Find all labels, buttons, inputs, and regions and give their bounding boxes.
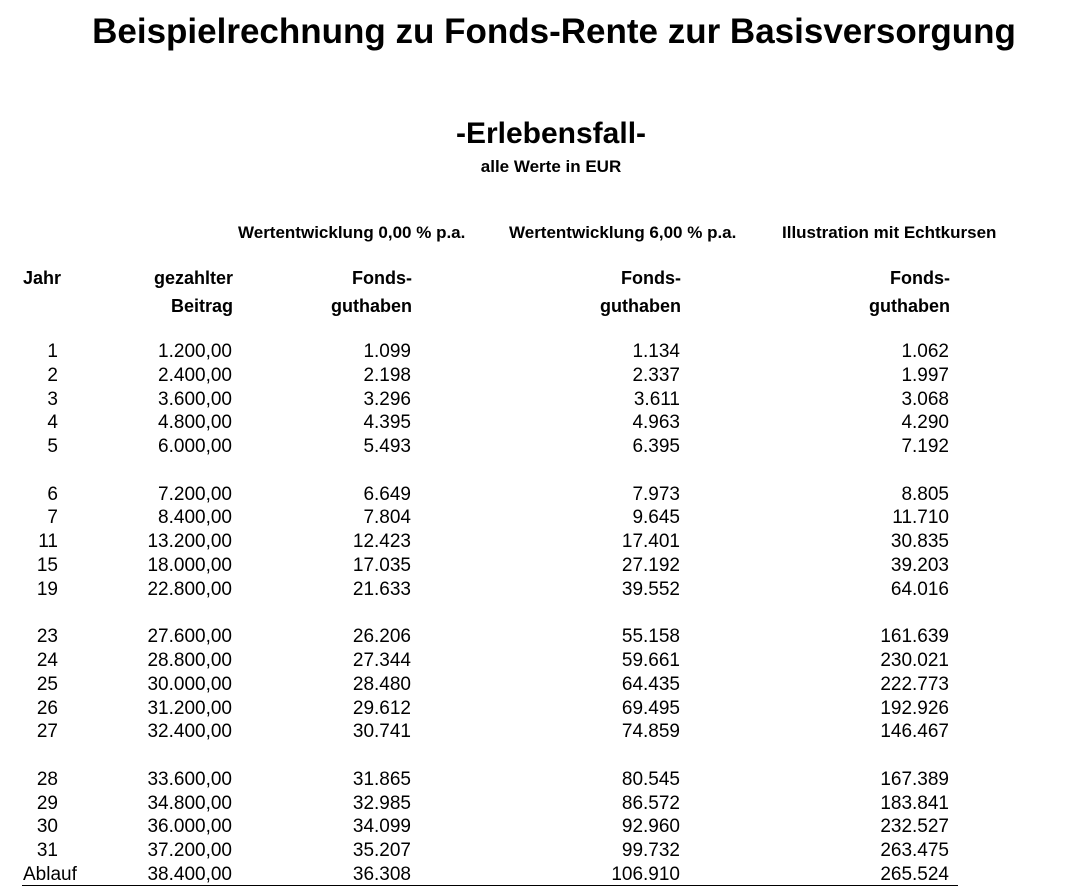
scenario-label-echtkurse: Illustration mit Echtkursen [782, 223, 997, 242]
cell-gezahlter-beitrag: 33.600,00 [147, 768, 232, 790]
column-header-fonds-echtkurse [869, 264, 950, 320]
cell-fondsguthaben-echtkurse: 232.527 [880, 816, 949, 838]
cell-fondsguthaben-echtkurse: 39.203 [890, 554, 949, 576]
cell-jahr: 2 [47, 364, 58, 386]
cell-fondsguthaben-echtkurse: 8.805 [901, 483, 949, 505]
cell-fondsguthaben-6-percent: 27.192 [621, 554, 680, 576]
cell-gezahlter-beitrag: 3.600,00 [158, 388, 232, 410]
cell-jahr: Ablauf [23, 863, 77, 885]
cell-fondsguthaben-echtkurse: 4.290 [901, 412, 949, 434]
table-row [0, 720, 1086, 744]
column-header-beitrag-line1: gezahlter [153, 268, 233, 288]
cell-fondsguthaben-6-percent: 64.435 [621, 673, 680, 695]
cell-gezahlter-beitrag: 7.200,00 [158, 483, 232, 505]
cell-jahr: 28 [36, 768, 58, 790]
cell-jahr: 11 [38, 531, 58, 553]
column-header-fonds-6-percent-line2: guthaben [600, 296, 681, 316]
table-row [0, 792, 1086, 816]
column-header-jahr [23, 264, 61, 292]
cell-fondsguthaben-echtkurse: 1.997 [901, 364, 949, 386]
cell-fondsguthaben-6-percent: 3.611 [633, 388, 680, 410]
table-row [0, 863, 1086, 887]
cell-fondsguthaben-6-percent: 92.960 [621, 816, 680, 838]
scenario-label-0-percent: Wertentwicklung 0,00 % p.a. [238, 223, 466, 242]
cell-gezahlter-beitrag: 6.000,00 [158, 436, 232, 458]
cell-gezahlter-beitrag: 13.200,00 [147, 531, 232, 553]
cell-fondsguthaben-echtkurse: 7.192 [901, 436, 949, 458]
cell-jahr: 15 [36, 554, 58, 576]
cell-fondsguthaben-0-percent: 5.493 [363, 436, 411, 458]
cell-fondsguthaben-0-percent: 36.308 [352, 863, 411, 885]
cell-jahr: 23 [36, 626, 58, 648]
cell-fondsguthaben-6-percent: 106.910 [611, 863, 680, 885]
table-row [0, 649, 1086, 673]
table-body [0, 340, 1086, 887]
cell-fondsguthaben-6-percent: 39.552 [621, 578, 680, 600]
column-header-fonds-6-percent [600, 264, 681, 320]
cell-fondsguthaben-0-percent: 27.344 [352, 649, 411, 671]
cell-gezahlter-beitrag: 28.800,00 [147, 649, 232, 671]
cell-fondsguthaben-0-percent: 4.395 [363, 412, 411, 434]
cell-gezahlter-beitrag: 30.000,00 [147, 673, 232, 695]
cell-jahr: 25 [36, 673, 58, 695]
cell-jahr: 1 [47, 341, 58, 362]
column-header-fonds-6-percent-line1: Fonds- [621, 268, 681, 288]
cell-fondsguthaben-echtkurse: 3.068 [901, 388, 949, 410]
cell-fondsguthaben-6-percent: 1.134 [632, 341, 680, 362]
cell-gezahlter-beitrag: 31.200,00 [147, 697, 232, 719]
cell-fondsguthaben-echtkurse: 192.926 [880, 697, 949, 719]
cell-fondsguthaben-0-percent: 6.649 [363, 483, 411, 505]
table-row [0, 578, 1086, 602]
cell-fondsguthaben-6-percent: 69.495 [621, 697, 680, 719]
cell-fondsguthaben-6-percent: 80.545 [621, 768, 680, 790]
cell-fondsguthaben-6-percent: 4.963 [632, 412, 680, 434]
cell-fondsguthaben-0-percent: 17.035 [352, 554, 411, 576]
cell-fondsguthaben-echtkurse: 222.773 [880, 673, 949, 695]
table-row [0, 530, 1086, 554]
cell-fondsguthaben-0-percent: 28.480 [352, 673, 411, 695]
document-subtitle: -Erlebensfall- [455, 117, 647, 150]
cell-fondsguthaben-echtkurse: 30.835 [890, 531, 949, 553]
cell-jahr: 6 [47, 483, 58, 505]
table-row [0, 364, 1086, 388]
column-header-beitrag-line2: Beitrag [170, 296, 233, 316]
column-header-jahr-label: Jahr [23, 268, 62, 288]
cell-gezahlter-beitrag: 37.200,00 [147, 840, 232, 862]
cell-gezahlter-beitrag: 18.000,00 [147, 554, 232, 576]
table-row [0, 411, 1086, 435]
cell-jahr: 31 [36, 840, 58, 862]
cell-gezahlter-beitrag: 4.800,00 [158, 412, 232, 434]
cell-gezahlter-beitrag: 38.400,00 [147, 863, 232, 885]
cell-fondsguthaben-6-percent: 86.572 [621, 792, 680, 814]
table-row [0, 768, 1086, 792]
cell-gezahlter-beitrag: 27.600,00 [147, 626, 232, 648]
table-row [0, 340, 1086, 364]
cell-fondsguthaben-0-percent: 35.207 [352, 840, 411, 862]
cell-fondsguthaben-6-percent: 99.732 [621, 840, 680, 862]
table-bottom-rule [22, 885, 958, 886]
cell-jahr: 3 [47, 388, 58, 410]
table-row [0, 673, 1086, 697]
cell-fondsguthaben-0-percent: 7.804 [363, 507, 411, 529]
cell-fondsguthaben-0-percent: 21.633 [352, 578, 411, 600]
cell-gezahlter-beitrag: 32.400,00 [147, 721, 232, 743]
column-header-fonds-echtkurse-line2: guthaben [869, 296, 950, 316]
cell-gezahlter-beitrag: 34.800,00 [147, 792, 232, 814]
cell-fondsguthaben-6-percent: 2.337 [632, 364, 680, 386]
cell-gezahlter-beitrag: 22.800,00 [147, 578, 232, 600]
cell-jahr: 4 [47, 412, 58, 434]
table-row [0, 506, 1086, 530]
table-row [0, 483, 1086, 507]
cell-jahr: 24 [36, 649, 58, 671]
cell-fondsguthaben-0-percent: 3.296 [363, 388, 411, 410]
cell-fondsguthaben-6-percent: 55.158 [621, 626, 680, 648]
cell-jahr: 7 [47, 507, 58, 529]
cell-gezahlter-beitrag: 8.400,00 [158, 507, 232, 529]
table-row [0, 554, 1086, 578]
cell-jahr: 26 [36, 697, 58, 719]
cell-fondsguthaben-6-percent: 17.401 [621, 531, 680, 553]
cell-fondsguthaben-0-percent: 2.198 [363, 364, 411, 386]
cell-fondsguthaben-echtkurse: 230.021 [880, 649, 949, 671]
cell-fondsguthaben-6-percent: 59.661 [621, 649, 680, 671]
table-row [0, 435, 1086, 459]
column-header-fonds-0-percent-line1: Fonds- [352, 268, 412, 288]
cell-fondsguthaben-echtkurse: 146.467 [880, 721, 949, 743]
cell-fondsguthaben-echtkurse: 1.062 [901, 341, 949, 362]
cell-fondsguthaben-0-percent: 30.741 [352, 721, 411, 743]
cell-fondsguthaben-0-percent: 12.423 [352, 531, 411, 553]
cell-fondsguthaben-echtkurse: 263.475 [880, 840, 949, 862]
table-row [0, 625, 1086, 649]
cell-fondsguthaben-0-percent: 29.612 [352, 697, 411, 719]
document-title: Beispielrechnung zu Fonds-Rente zur Basisversorgung [92, 12, 1016, 51]
cell-fondsguthaben-6-percent: 6.395 [632, 436, 680, 458]
cell-jahr: 19 [36, 578, 58, 600]
cell-fondsguthaben-6-percent: 9.645 [632, 507, 680, 529]
table-row [0, 697, 1086, 721]
cell-fondsguthaben-echtkurse: 64.016 [890, 578, 949, 600]
cell-fondsguthaben-echtkurse: 265.524 [880, 863, 949, 885]
cell-fondsguthaben-6-percent: 7.973 [632, 483, 680, 505]
column-header-fonds-echtkurse-line1: Fonds- [890, 268, 950, 288]
cell-gezahlter-beitrag: 1.200,00 [158, 341, 232, 362]
table-row [0, 839, 1086, 863]
cell-jahr: 5 [47, 436, 58, 458]
cell-jahr: 30 [36, 816, 58, 838]
cell-gezahlter-beitrag: 36.000,00 [147, 816, 232, 838]
cell-fondsguthaben-echtkurse: 161.639 [880, 626, 949, 648]
cell-fondsguthaben-6-percent: 74.859 [621, 721, 680, 743]
scenario-label-6-percent: Wertentwicklung 6,00 % p.a. [509, 223, 737, 242]
unit-note: alle Werte in EUR [480, 157, 622, 176]
cell-fondsguthaben-0-percent: 31.865 [352, 768, 411, 790]
table-row [0, 815, 1086, 839]
cell-jahr: 29 [36, 792, 58, 814]
cell-fondsguthaben-echtkurse: 183.841 [880, 792, 949, 814]
cell-fondsguthaben-echtkurse: 11.710 [892, 507, 949, 529]
cell-fondsguthaben-0-percent: 26.206 [352, 626, 411, 648]
column-header-fonds-0-percent [331, 264, 412, 320]
cell-jahr: 27 [36, 721, 58, 743]
column-header-fonds-0-percent-line2: guthaben [331, 296, 412, 316]
cell-fondsguthaben-0-percent: 32.985 [352, 792, 411, 814]
cell-gezahlter-beitrag: 2.400,00 [158, 364, 232, 386]
column-header-beitrag [154, 264, 233, 320]
table-row [0, 388, 1086, 412]
cell-fondsguthaben-echtkurse: 167.389 [880, 768, 949, 790]
cell-fondsguthaben-0-percent: 1.099 [363, 341, 411, 362]
cell-fondsguthaben-0-percent: 34.099 [352, 816, 411, 838]
